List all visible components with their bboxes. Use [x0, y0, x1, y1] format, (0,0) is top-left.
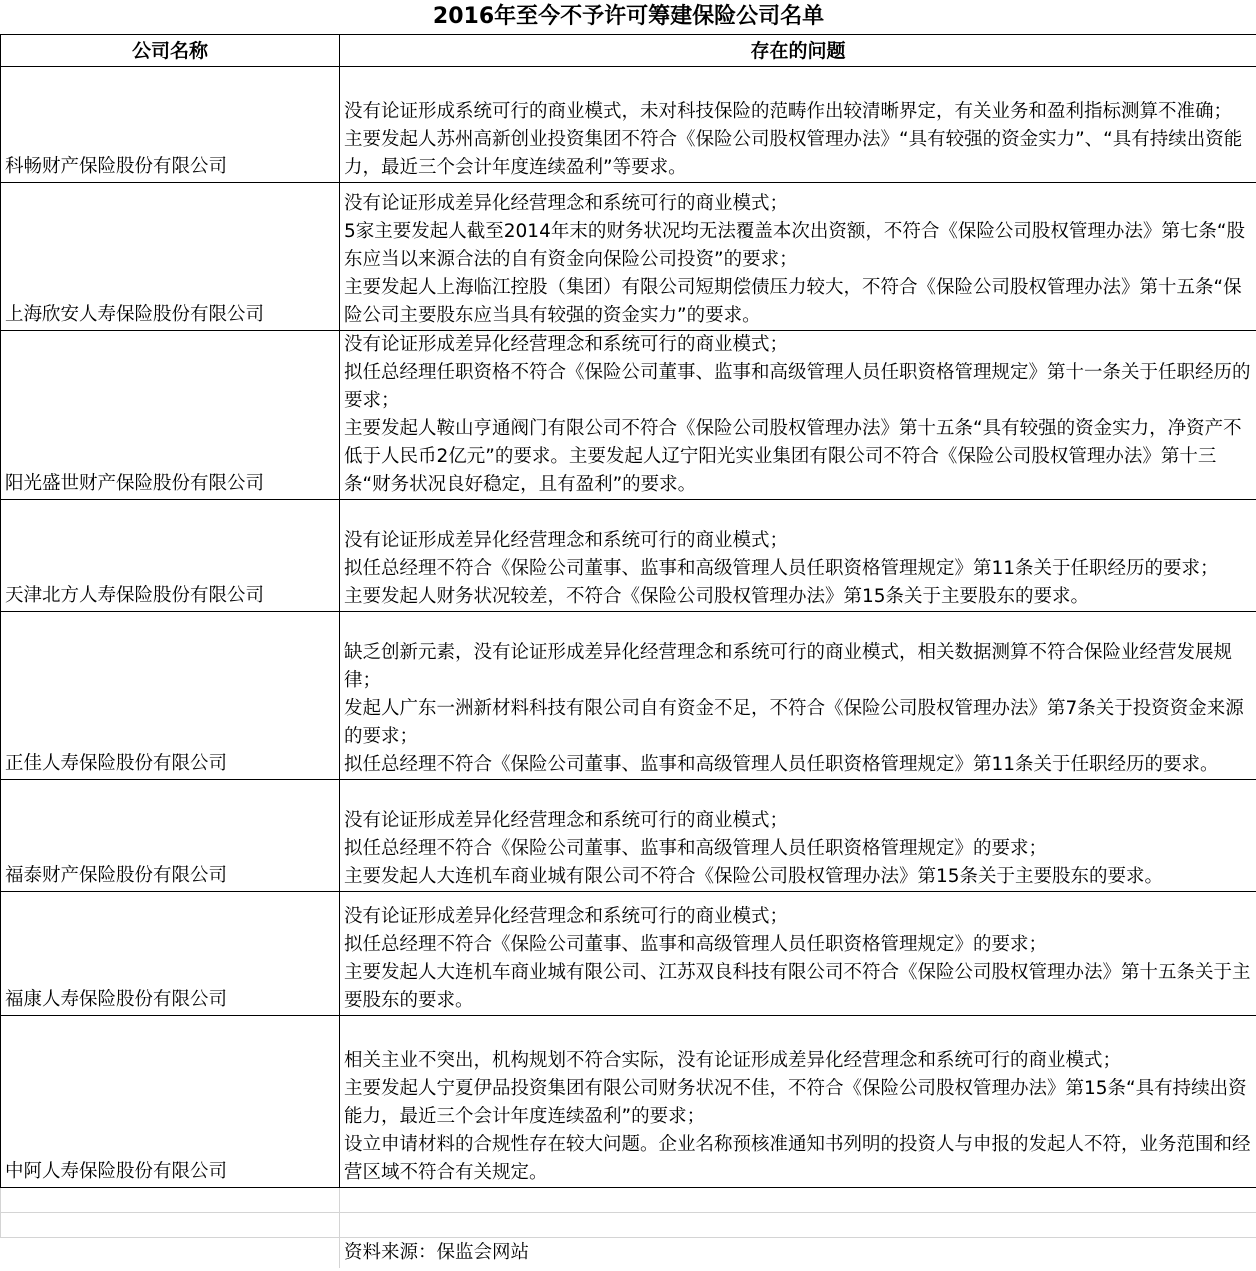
- table-row: [1, 612, 1256, 780]
- company-name-cell: 科畅财产保险股份有限公司: [1, 67, 340, 183]
- table-title: 2016年至今不予许可筹建保险公司名单: [432, 4, 825, 29]
- table-row: [1, 331, 1256, 500]
- issue-item: 5家主要发起人截至2014年末的财务状况均无法覆盖本次出资额，不符合《保险公司股权管理办法》第七条“股东应当以来源合法的自有资金向保险公司投资”的要求；: [344, 221, 1245, 270]
- issue-item: 没有论证形成差异化经营理念和系统可行的商业模式；: [344, 906, 789, 927]
- issue-item: 主要发起人鞍山亨通阀门有限公司不符合《保险公司股权管理办法》第十五条“具有较强的资金实力，净资产不低于人民币2亿元”的要求。主要发起人辽宁阳光实业集团有限公司不符合《保险公司股权管理办法》第十三条“财务状况良好稳定，且有盈利”的要求。: [344, 418, 1242, 495]
- empty-row: [1, 1188, 1256, 1213]
- issues-cell: [340, 1016, 1256, 1188]
- empty-cell: [340, 1213, 1256, 1238]
- company-name-cell: 正佳人寿保险股份有限公司: [1, 612, 340, 780]
- issues-cell: [340, 612, 1256, 780]
- company-name-cell: 上海欣安人寿保险股份有限公司: [1, 183, 340, 331]
- issue-item: 主要发起人苏州高新创业投资集团不符合《保险公司股权管理办法》“具有较强的资金实力”、“具有持续出资能力，最近三个会计年度连续盈利”等要求。: [344, 129, 1243, 178]
- table-row: [1, 780, 1256, 892]
- empty-cell: [1, 1238, 340, 1269]
- table-row: [1, 183, 1256, 331]
- issue-item: 主要发起人宁夏伊品投资集团有限公司财务状况不佳，不符合《保险公司股权管理办法》第15条“具有持续出资能力，最近三个会计年度连续盈利”的要求；: [344, 1078, 1247, 1127]
- issues-cell: [340, 892, 1256, 1016]
- table-row: [1, 500, 1256, 612]
- issues-cell: [340, 780, 1256, 892]
- issue-item: 没有论证形成差异化经营理念和系统可行的商业模式；: [344, 193, 789, 214]
- issue-item: 主要发起人上海临江控股（集团）有限公司短期偿债压力较大，不符合《保险公司股权管理办法》第十五条“保险公司主要股东应当具有较强的资金实力”的要求。: [344, 277, 1242, 326]
- company-name-cell: 福泰财产保险股份有限公司: [1, 780, 340, 892]
- issue-item: 主要发起人财务状况较差，不符合《保险公司股权管理办法》第15条关于主要股东的要求。: [344, 586, 1090, 607]
- issues-cell: [340, 500, 1256, 612]
- issue-item: 拟任总经理不符合《保险公司董事、监事和高级管理人员任职资格管理规定》第11条关于任职经历的要求。: [344, 754, 1219, 775]
- table-row: [1, 67, 1256, 183]
- issue-item: 没有论证形成系统可行的商业模式，未对科技保险的范畴作出较清晰界定，有关业务和盈利指标测算不准确；: [344, 101, 1233, 122]
- source-row: [1, 1238, 1256, 1269]
- issue-item: 拟任总经理不符合《保险公司董事、监事和高级管理人员任职资格管理规定》第11条关于任职经历的要求；: [344, 558, 1219, 579]
- issues-cell: [340, 183, 1256, 331]
- issue-item: 缺乏创新元素，没有论证形成差异化经营理念和系统可行的商业模式，相关数据测算不符合保险业经营发展规律；: [344, 642, 1233, 691]
- company-name-cell: 天津北方人寿保险股份有限公司: [1, 500, 340, 612]
- issue-item: 没有论证形成差异化经营理念和系统可行的商业模式；: [344, 810, 789, 831]
- issue-item: 发起人广东一洲新材料科技有限公司自有资金不足，不符合《保险公司股权管理办法》第7条关于投资资金来源的要求；: [344, 698, 1244, 747]
- empty-cell: [340, 1188, 1256, 1213]
- empty-cell: [1, 1213, 340, 1238]
- header-row: [1, 35, 1256, 67]
- table-row: [1, 1016, 1256, 1188]
- issue-item: 设立申请材料的合规性存在较大问题。企业名称预核准通知书列明的投资人与申报的发起人不符，业务范围和经营区域不符合有关规定。: [344, 1134, 1251, 1183]
- issue-item: 相关主业不突出，机构规划不符合实际，没有论证形成差异化经营理念和系统可行的商业模式；: [344, 1050, 1122, 1071]
- table-body: [1, 67, 1256, 1188]
- company-name-cell: 阳光盛世财产保险股份有限公司: [1, 331, 340, 500]
- issue-item: 拟任总经理任职资格不符合《保险公司董事、监事和高级管理人员任职资格管理规定》第十一条关于任职经历的要求；: [344, 362, 1251, 411]
- company-name-cell: 中阿人寿保险股份有限公司: [1, 1016, 340, 1188]
- header-issues: 存在的问题: [340, 35, 1256, 67]
- issue-item: 拟任总经理不符合《保险公司董事、监事和高级管理人员任职资格管理规定》的要求；: [344, 838, 1048, 859]
- company-name-cell: 福康人寿保险股份有限公司: [1, 892, 340, 1016]
- empty-cell: [1, 1188, 340, 1213]
- issues-cell: [340, 67, 1256, 183]
- issues-cell: [340, 331, 1256, 500]
- issue-item: 拟任总经理不符合《保险公司董事、监事和高级管理人员任职资格管理规定》的要求；: [344, 934, 1048, 955]
- empty-row: [1, 1213, 1256, 1238]
- source-note: 资料来源：保监会网站: [344, 1242, 530, 1263]
- issue-item: 没有论证形成差异化经营理念和系统可行的商业模式；: [344, 530, 789, 551]
- issue-item: 主要发起人大连机车商业城有限公司不符合《保险公司股权管理办法》第15条关于主要股东的要求。: [344, 866, 1164, 887]
- issue-item: 没有论证形成差异化经营理念和系统可行的商业模式；: [344, 334, 789, 355]
- header-company: 公司名称: [1, 35, 340, 67]
- issue-item: 主要发起人大连机车商业城有限公司、江苏双良科技有限公司不符合《保险公司股权管理办法》第十五条关于主要股东的要求。: [344, 962, 1251, 1011]
- table-row: [1, 892, 1256, 1016]
